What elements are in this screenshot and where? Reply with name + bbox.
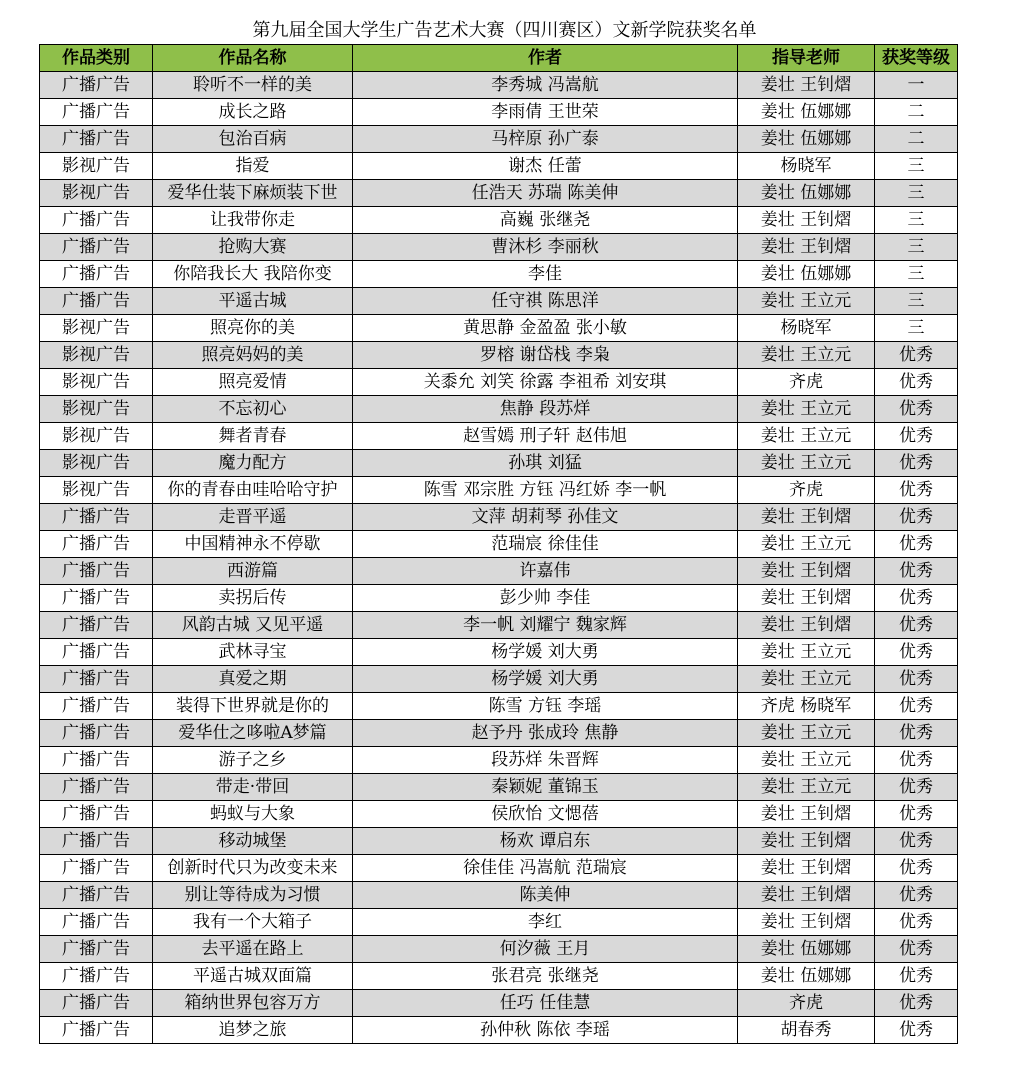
cell-work-title: 照亮爱情 [153,369,353,396]
table-row [40,963,958,990]
cell-award-level: 三 [875,207,958,234]
cell-work-title: 抢购大赛 [153,234,353,261]
awards-table [39,44,958,1044]
table-row [40,153,958,180]
cell-award-level: 优秀 [875,369,958,396]
cell-work-title: 真爱之期 [153,666,353,693]
cell-advisors: 姜壮 王钊熠 [738,612,875,639]
cell-authors: 张君亮 张继尧 [353,963,738,990]
table-row [40,423,958,450]
cell-authors: 杨学媛 刘大勇 [353,666,738,693]
header-award-level: 获奖等级 [875,45,958,72]
cell-award-level: 三 [875,180,958,207]
cell-authors: 赵予丹 张成玲 焦静 [353,720,738,747]
cell-category: 广播广告 [40,639,153,666]
cell-work-title: 去平遥在路上 [153,936,353,963]
cell-award-level: 优秀 [875,612,958,639]
cell-authors: 陈美伸 [353,882,738,909]
cell-category: 广播广告 [40,288,153,315]
cell-authors: 陈雪 方钰 李瑶 [353,693,738,720]
cell-award-level: 优秀 [875,423,958,450]
table-row [40,531,958,558]
header-work-title: 作品名称 [153,45,353,72]
cell-authors: 彭少帅 李佳 [353,585,738,612]
cell-authors: 高巍 张继尧 [353,207,738,234]
cell-award-level: 优秀 [875,666,958,693]
cell-advisors: 姜壮 王钊熠 [738,504,875,531]
table-row [40,72,958,99]
cell-authors: 黄思静 金盈盈 张小敏 [353,315,738,342]
cell-authors: 李红 [353,909,738,936]
cell-authors: 李佳 [353,261,738,288]
cell-work-title: 聆听不一样的美 [153,72,353,99]
table-row [40,936,958,963]
table-row [40,477,958,504]
table-row [40,693,958,720]
cell-award-level: 二 [875,99,958,126]
cell-authors: 范瑞宸 徐佳佳 [353,531,738,558]
cell-advisors: 姜壮 王钊熠 [738,234,875,261]
cell-work-title: 平遥古城 [153,288,353,315]
table-row [40,234,958,261]
cell-award-level: 优秀 [875,963,958,990]
cell-authors: 谢杰 任蕾 [353,153,738,180]
cell-authors: 徐佳佳 冯嵩航 范瑞宸 [353,855,738,882]
cell-authors: 焦静 段苏烊 [353,396,738,423]
table-row [40,585,958,612]
table-row [40,909,958,936]
cell-authors: 文萍 胡莉琴 孙佳文 [353,504,738,531]
cell-advisors: 姜壮 王钊熠 [738,828,875,855]
cell-category: 广播广告 [40,666,153,693]
cell-authors: 任浩天 苏瑞 陈美伸 [353,180,738,207]
cell-category: 广播广告 [40,558,153,585]
cell-category: 广播广告 [40,585,153,612]
cell-authors: 孙仲秋 陈依 李瑶 [353,1017,738,1044]
cell-work-title: 照亮你的美 [153,315,353,342]
cell-authors: 杨欢 谭启东 [353,828,738,855]
cell-work-title: 魔力配方 [153,450,353,477]
cell-award-level: 优秀 [875,477,958,504]
cell-award-level: 三 [875,315,958,342]
cell-category: 广播广告 [40,720,153,747]
cell-advisors: 齐虎 [738,369,875,396]
cell-advisors: 姜壮 王立元 [738,396,875,423]
cell-award-level: 优秀 [875,639,958,666]
cell-category: 广播广告 [40,882,153,909]
cell-award-level: 优秀 [875,396,958,423]
cell-authors: 秦颖妮 董锦玉 [353,774,738,801]
header-advisors: 指导老师 [738,45,875,72]
cell-award-level: 一 [875,72,958,99]
cell-authors: 李一帆 刘耀宁 魏家辉 [353,612,738,639]
cell-authors: 杨学媛 刘大勇 [353,639,738,666]
cell-category: 广播广告 [40,936,153,963]
cell-advisors: 姜壮 伍娜娜 [738,126,875,153]
cell-category: 广播广告 [40,774,153,801]
cell-category: 广播广告 [40,531,153,558]
cell-authors: 李雨倩 王世荣 [353,99,738,126]
table-row [40,504,958,531]
cell-work-title: 风韵古城 又见平遥 [153,612,353,639]
cell-work-title: 我有一个大箱子 [153,909,353,936]
cell-advisors: 齐虎 杨晓军 [738,693,875,720]
cell-award-level: 三 [875,261,958,288]
cell-award-level: 优秀 [875,558,958,585]
cell-award-level: 三 [875,153,958,180]
cell-advisors: 姜壮 王立元 [738,747,875,774]
table-row [40,126,958,153]
cell-category: 广播广告 [40,72,153,99]
cell-award-level: 优秀 [875,585,958,612]
cell-category: 广播广告 [40,99,153,126]
cell-award-level: 三 [875,234,958,261]
cell-category: 广播广告 [40,693,153,720]
cell-category: 广播广告 [40,234,153,261]
cell-authors: 孙琪 刘猛 [353,450,738,477]
cell-category: 广播广告 [40,126,153,153]
cell-advisors: 姜壮 王钊熠 [738,801,875,828]
cell-advisors: 姜壮 伍娜娜 [738,261,875,288]
cell-authors: 曹沐杉 李丽秋 [353,234,738,261]
cell-work-title: 别让等待成为习惯 [153,882,353,909]
cell-work-title: 平遥古城双面篇 [153,963,353,990]
cell-advisors: 姜壮 王钊熠 [738,207,875,234]
table-row [40,342,958,369]
cell-authors: 陈雪 邓宗胜 方钰 冯红娇 李一帆 [353,477,738,504]
cell-category: 广播广告 [40,504,153,531]
cell-award-level: 二 [875,126,958,153]
cell-category: 广播广告 [40,261,153,288]
cell-work-title: 你的青春由哇哈哈守护 [153,477,353,504]
table-row [40,261,958,288]
cell-advisors: 姜壮 伍娜娜 [738,963,875,990]
cell-advisors: 姜壮 王钊熠 [738,585,875,612]
cell-authors: 何汐薇 王月 [353,936,738,963]
cell-authors: 马梓原 孙广泰 [353,126,738,153]
cell-authors: 赵雪嫣 刑子轩 赵伟旭 [353,423,738,450]
cell-work-title: 包治百病 [153,126,353,153]
cell-advisors: 姜壮 王钊熠 [738,882,875,909]
cell-work-title: 追梦之旅 [153,1017,353,1044]
cell-work-title: 走晋平遥 [153,504,353,531]
cell-advisors: 姜壮 王钊熠 [738,72,875,99]
table-row [40,288,958,315]
cell-advisors: 姜壮 王钊熠 [738,909,875,936]
cell-advisors: 姜壮 伍娜娜 [738,936,875,963]
cell-authors: 罗榕 谢岱栈 李枭 [353,342,738,369]
table-row [40,558,958,585]
cell-work-title: 装得下世界就是你的 [153,693,353,720]
header-row [40,45,958,72]
cell-award-level: 优秀 [875,693,958,720]
cell-category: 广播广告 [40,828,153,855]
cell-award-level: 优秀 [875,720,958,747]
table-row [40,990,958,1017]
cell-category: 广播广告 [40,612,153,639]
cell-advisors: 姜壮 王立元 [738,342,875,369]
cell-category: 广播广告 [40,207,153,234]
cell-work-title: 中国精神永不停歇 [153,531,353,558]
cell-category: 影视广告 [40,396,153,423]
cell-award-level: 优秀 [875,774,958,801]
cell-work-title: 移动城堡 [153,828,353,855]
cell-category: 广播广告 [40,801,153,828]
cell-work-title: 创新时代只为改变未来 [153,855,353,882]
cell-category: 广播广告 [40,1017,153,1044]
cell-award-level: 优秀 [875,909,958,936]
cell-category: 影视广告 [40,153,153,180]
table-row [40,882,958,909]
cell-work-title: 武林寻宝 [153,639,353,666]
cell-authors: 李秀城 冯嵩航 [353,72,738,99]
cell-work-title: 舞者青春 [153,423,353,450]
cell-advisors: 姜壮 王立元 [738,423,875,450]
cell-award-level: 优秀 [875,828,958,855]
cell-advisors: 杨晓军 [738,153,875,180]
cell-advisors: 齐虎 [738,477,875,504]
cell-authors: 侯欣怡 文愢蓓 [353,801,738,828]
cell-work-title: 西游篇 [153,558,353,585]
cell-category: 影视广告 [40,369,153,396]
cell-advisors: 姜壮 王钊熠 [738,558,875,585]
table-row [40,450,958,477]
table-row [40,1017,958,1044]
cell-award-level: 优秀 [875,1017,958,1044]
cell-authors: 段苏烊 朱晋辉 [353,747,738,774]
cell-work-title: 不忘初心 [153,396,353,423]
cell-award-level: 优秀 [875,747,958,774]
cell-authors: 任巧 任佳慧 [353,990,738,1017]
cell-category: 广播广告 [40,909,153,936]
cell-work-title: 箱纳世界包容万方 [153,990,353,1017]
cell-category: 影视广告 [40,180,153,207]
cell-work-title: 让我带你走 [153,207,353,234]
table-row [40,774,958,801]
cell-work-title: 爱华仕之哆啦A梦篇 [153,720,353,747]
cell-category: 影视广告 [40,315,153,342]
cell-category: 广播广告 [40,855,153,882]
cell-work-title: 你陪我长大 我陪你变 [153,261,353,288]
cell-authors: 任守祺 陈思洋 [353,288,738,315]
table-row [40,207,958,234]
cell-work-title: 指爱 [153,153,353,180]
document-title: 第九届全国大学生广告艺术大赛（四川赛区）文新学院获奖名单 [252,20,757,41]
cell-advisors: 姜壮 王立元 [738,531,875,558]
cell-advisors: 姜壮 伍娜娜 [738,180,875,207]
cell-advisors: 杨晓军 [738,315,875,342]
cell-award-level: 优秀 [875,990,958,1017]
cell-work-title: 卖拐后传 [153,585,353,612]
cell-advisors: 姜壮 王立元 [738,288,875,315]
table-row [40,612,958,639]
cell-award-level: 三 [875,288,958,315]
cell-category: 广播广告 [40,747,153,774]
cell-category: 影视广告 [40,477,153,504]
table-row [40,720,958,747]
table-body [40,72,958,1044]
cell-award-level: 优秀 [875,450,958,477]
table-row [40,855,958,882]
table-row [40,639,958,666]
table-row [40,99,958,126]
cell-award-level: 优秀 [875,855,958,882]
cell-award-level: 优秀 [875,531,958,558]
cell-work-title: 带走·带回 [153,774,353,801]
cell-category: 广播广告 [40,963,153,990]
cell-award-level: 优秀 [875,342,958,369]
table-row [40,801,958,828]
table-row [40,315,958,342]
cell-award-level: 优秀 [875,801,958,828]
table-row [40,828,958,855]
cell-award-level: 优秀 [875,504,958,531]
cell-authors: 关黍允 刘笑 徐露 李祖希 刘安琪 [353,369,738,396]
table-row [40,369,958,396]
cell-advisors: 齐虎 [738,990,875,1017]
cell-authors: 许嘉伟 [353,558,738,585]
cell-category: 广播广告 [40,990,153,1017]
cell-advisors: 姜壮 王钊熠 [738,855,875,882]
cell-category: 影视广告 [40,342,153,369]
table-row [40,396,958,423]
cell-advisors: 姜壮 王立元 [738,774,875,801]
cell-advisors: 姜壮 王立元 [738,639,875,666]
cell-advisors: 姜壮 王立元 [738,450,875,477]
header-authors: 作者 [353,45,738,72]
cell-advisors: 胡春秀 [738,1017,875,1044]
cell-category: 影视广告 [40,450,153,477]
cell-category: 影视广告 [40,423,153,450]
cell-award-level: 优秀 [875,936,958,963]
cell-work-title: 爱华仕装下麻烦装下世 [153,180,353,207]
header-category: 作品类别 [40,45,153,72]
cell-advisors: 姜壮 伍娜娜 [738,99,875,126]
cell-advisors: 姜壮 王立元 [738,720,875,747]
cell-work-title: 游子之乡 [153,747,353,774]
cell-work-title: 照亮妈妈的美 [153,342,353,369]
table-row [40,180,958,207]
cell-advisors: 姜壮 王立元 [738,666,875,693]
cell-work-title: 成长之路 [153,99,353,126]
cell-award-level: 优秀 [875,882,958,909]
cell-work-title: 蚂蚁与大象 [153,801,353,828]
table-row [40,666,958,693]
table-row [40,747,958,774]
